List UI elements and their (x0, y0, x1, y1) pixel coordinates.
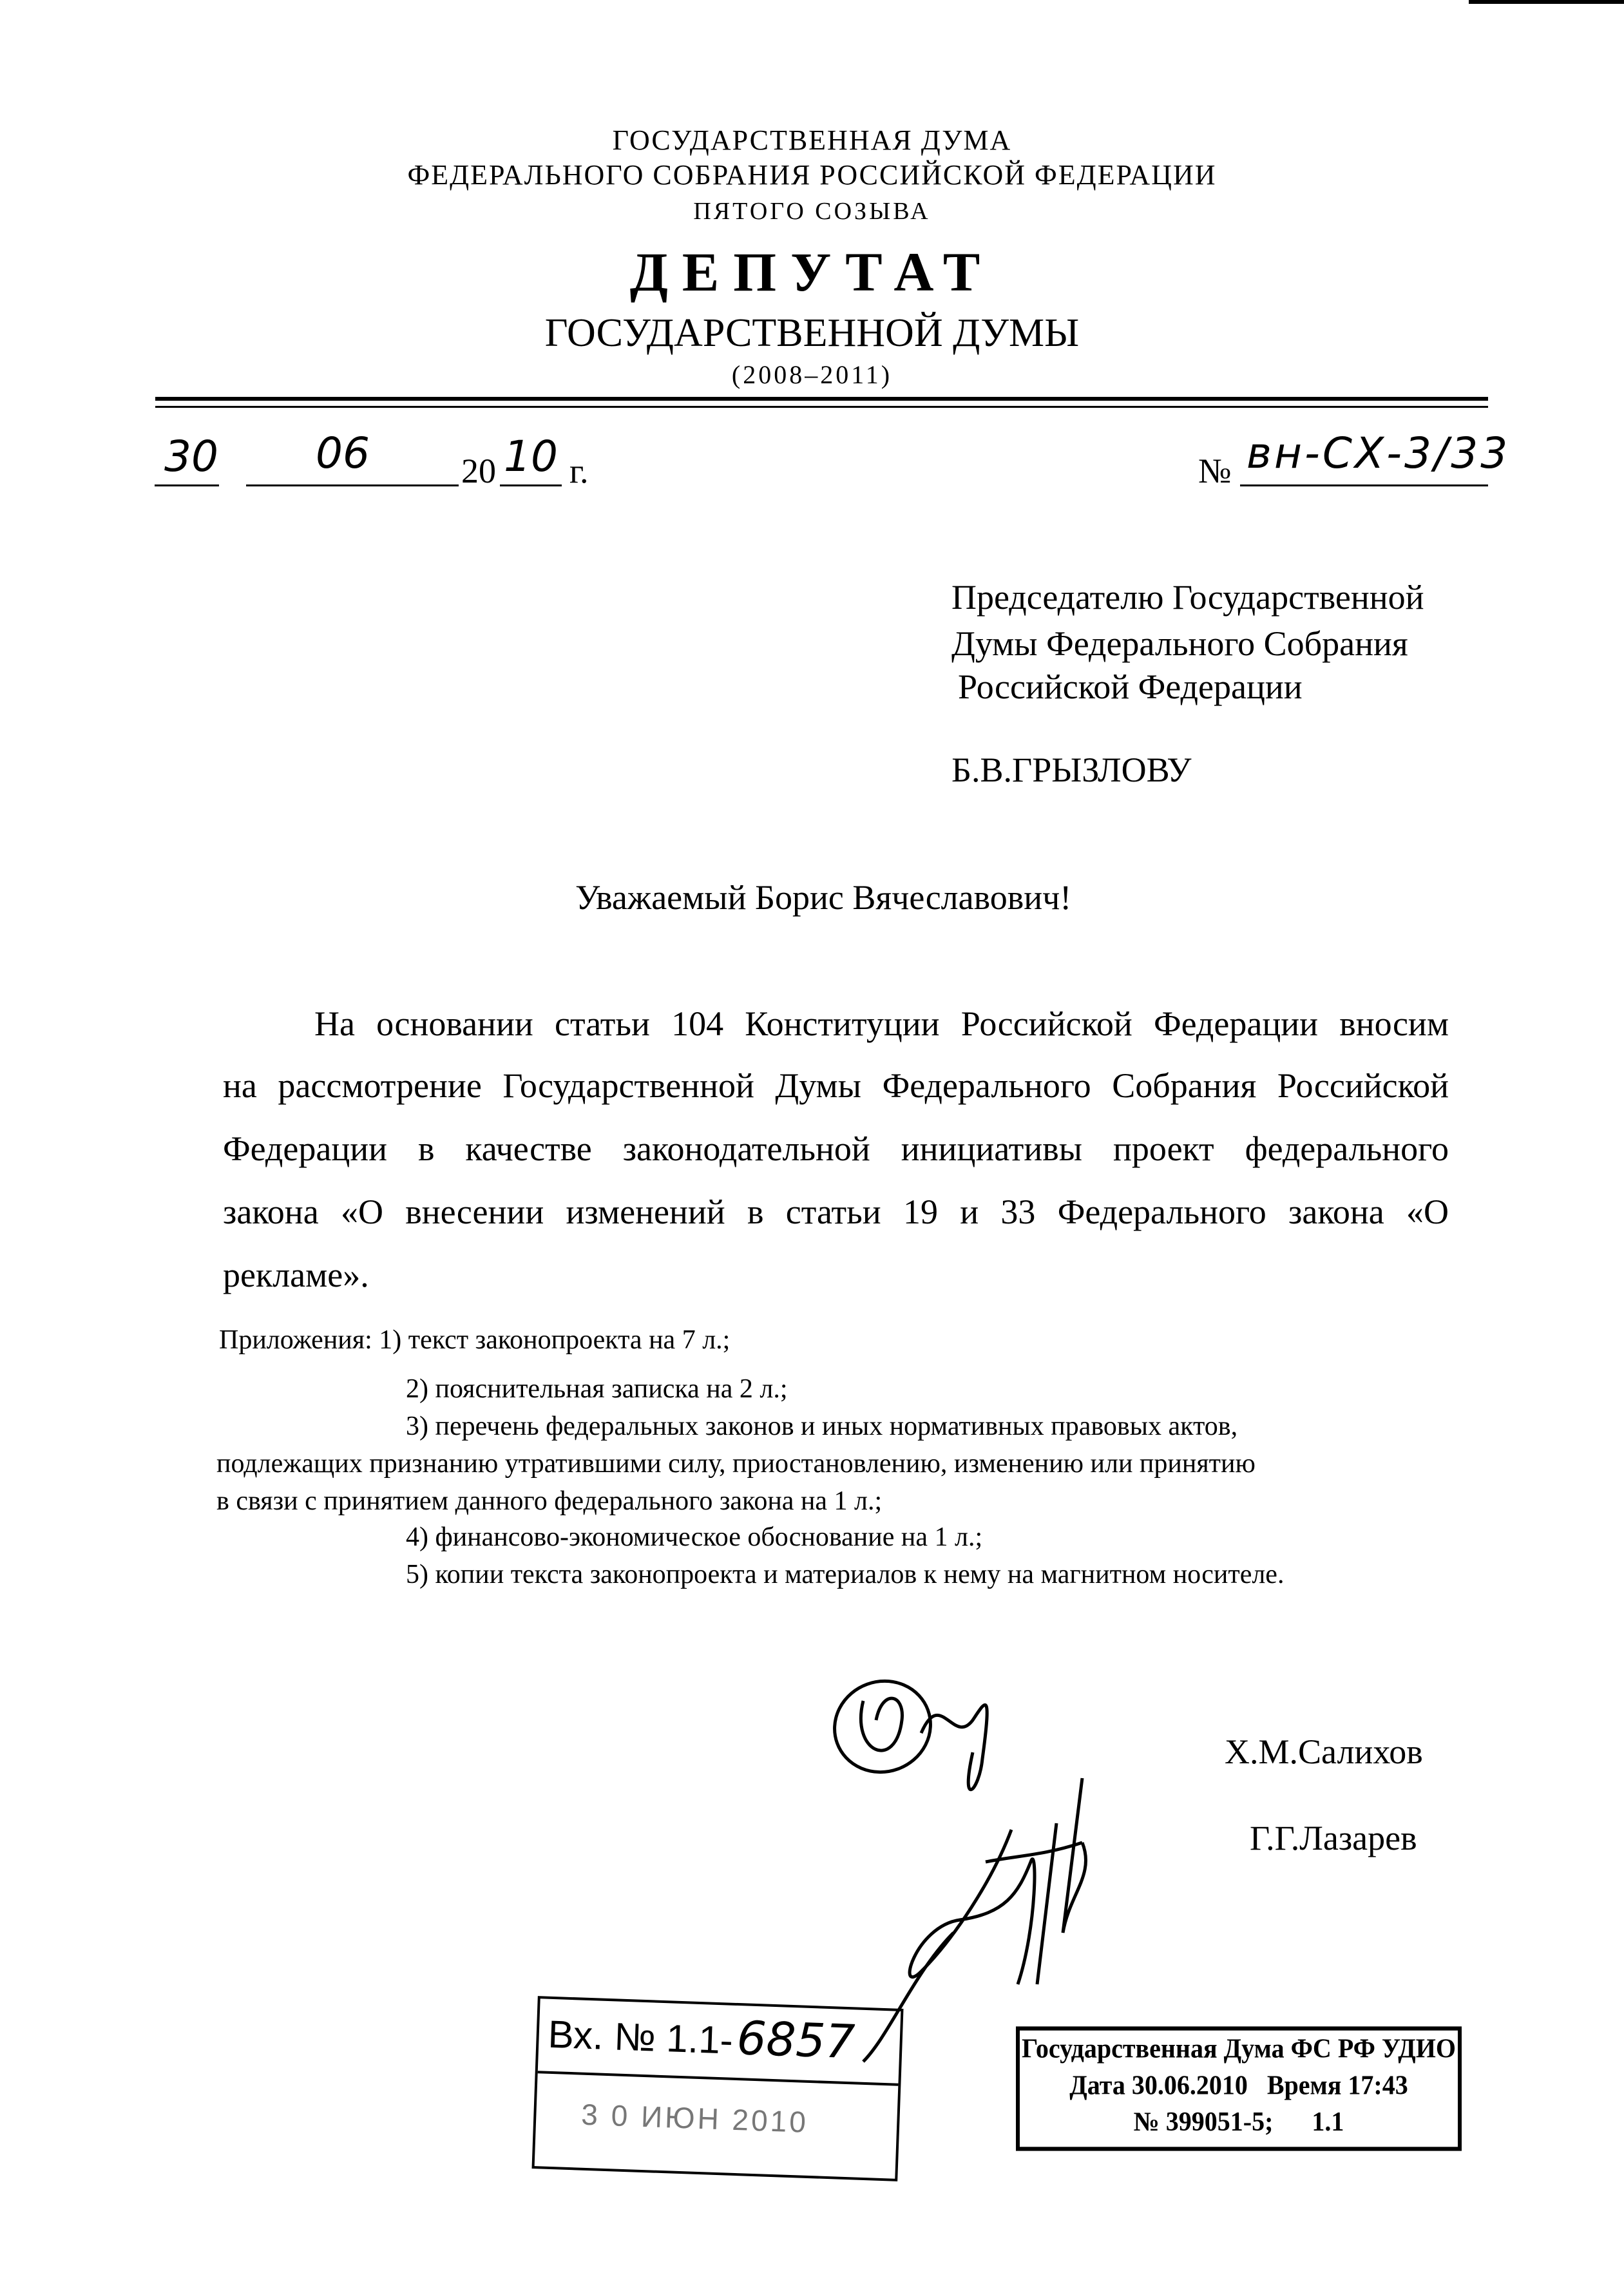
attachment-item: 4) финансово-экономическое обоснование на 1 л.; (406, 1522, 983, 1552)
letterhead-years: (2008–2011) (731, 360, 893, 389)
date-day-underline (155, 484, 219, 486)
registry-stamp-line-2: Дата 30.06.2010 Время 17:43 (1069, 2069, 1408, 2100)
incoming-stamp (531, 1996, 903, 2181)
scan-edge-mark (1469, 0, 1624, 4)
addressee-line-1: Председателю Государственной (951, 578, 1424, 617)
letterhead-line-2: ФЕДЕРАЛЬНОГО СОБРАНИЯ РОССИЙСКОЙ ФЕДЕРАЦИИ (407, 159, 1217, 191)
attachment-item: 3) перечень федеральных законов и иных нормативных правовых актов, (406, 1412, 1238, 1441)
registry-stamp (1016, 2026, 1462, 2151)
incoming-stamp-date: 3 0 ИЮН 2010 (580, 2097, 809, 2139)
attachment-item: 5) копии текста законопроекта и материалов к нему на магнитном носителе. (406, 1560, 1285, 1589)
date-year-prefix: 20 (461, 452, 496, 490)
incoming-stamp-divider (538, 2071, 899, 2086)
incoming-stamp-number: 6857 (736, 2011, 856, 2069)
letterhead-subtitle: ГОСУДАРСТВЕННОЙ ДУМЫ (544, 311, 1080, 355)
addressee-name: Б.В.ГРЫЗЛОВУ (951, 751, 1192, 789)
number-label: № (1198, 452, 1232, 490)
number-value: вн-СХ-3/33 (1247, 428, 1511, 478)
body-line-5: рекламе». (223, 1256, 369, 1294)
incoming-stamp-number-row (547, 2004, 855, 2069)
incoming-stamp-label: Вх. № 1.1- (547, 2012, 734, 2062)
date-month: 06 (316, 428, 370, 478)
body-line-4: закона «О внесении изменений в статьи 19 и 33 Федерального закона «О (223, 1193, 1449, 1231)
signatory-2: Г.Г.Лазарев (1250, 1819, 1417, 1857)
number-underline (1240, 484, 1488, 486)
letterhead-line-3: ПЯТОГО СОЗЫВА (693, 198, 931, 225)
date-month-underline (246, 484, 459, 486)
body-line-1: На основании статьи 104 Конституции Российской Федерации вносим (314, 1004, 1449, 1043)
letterhead-title: ДЕПУТАТ (629, 241, 995, 303)
attachment-item: в связи с принятием данного федерального закона на 1 л.; (216, 1486, 883, 1516)
signatory-1: Х.М.Салихов (1225, 1732, 1423, 1771)
date-day: 30 (164, 432, 218, 481)
date-year-underline (500, 484, 562, 486)
addressee-line-3: Российской Федерации (958, 667, 1303, 706)
date-year-suffix: 10 (504, 432, 558, 481)
body-line-2: на рассмотрение Государственной Думы Федерального Собрания Российской (223, 1066, 1449, 1105)
attachments-label: Приложения: 1) текст законопроекта на 7 л.; (219, 1325, 731, 1355)
registry-stamp-line-1: Государственная Дума ФС РФ УДИО (1022, 2033, 1456, 2064)
body-line-3: Федерации в качестве законодательной инициативы проект федерального (223, 1129, 1449, 1168)
letterhead-line-1: ГОСУДАРСТВЕННАЯ ДУМА (612, 124, 1012, 156)
greeting: Уважаемый Борис Вячеславович! (575, 878, 1072, 917)
date-year-g: г. (569, 452, 589, 490)
attachment-item: подлежащих признанию утратившими силу, приостановлению, изменению или принятию (216, 1449, 1256, 1479)
attachment-item: 2) пояснительная записка на 2 л.; (406, 1374, 788, 1404)
addressee-line-2: Думы Федерального Собрания (951, 624, 1408, 663)
registry-stamp-line-3: № 399051-5; 1.1 (1133, 2106, 1344, 2137)
header-rule-thin (155, 406, 1488, 408)
header-rule-thick (155, 397, 1488, 401)
